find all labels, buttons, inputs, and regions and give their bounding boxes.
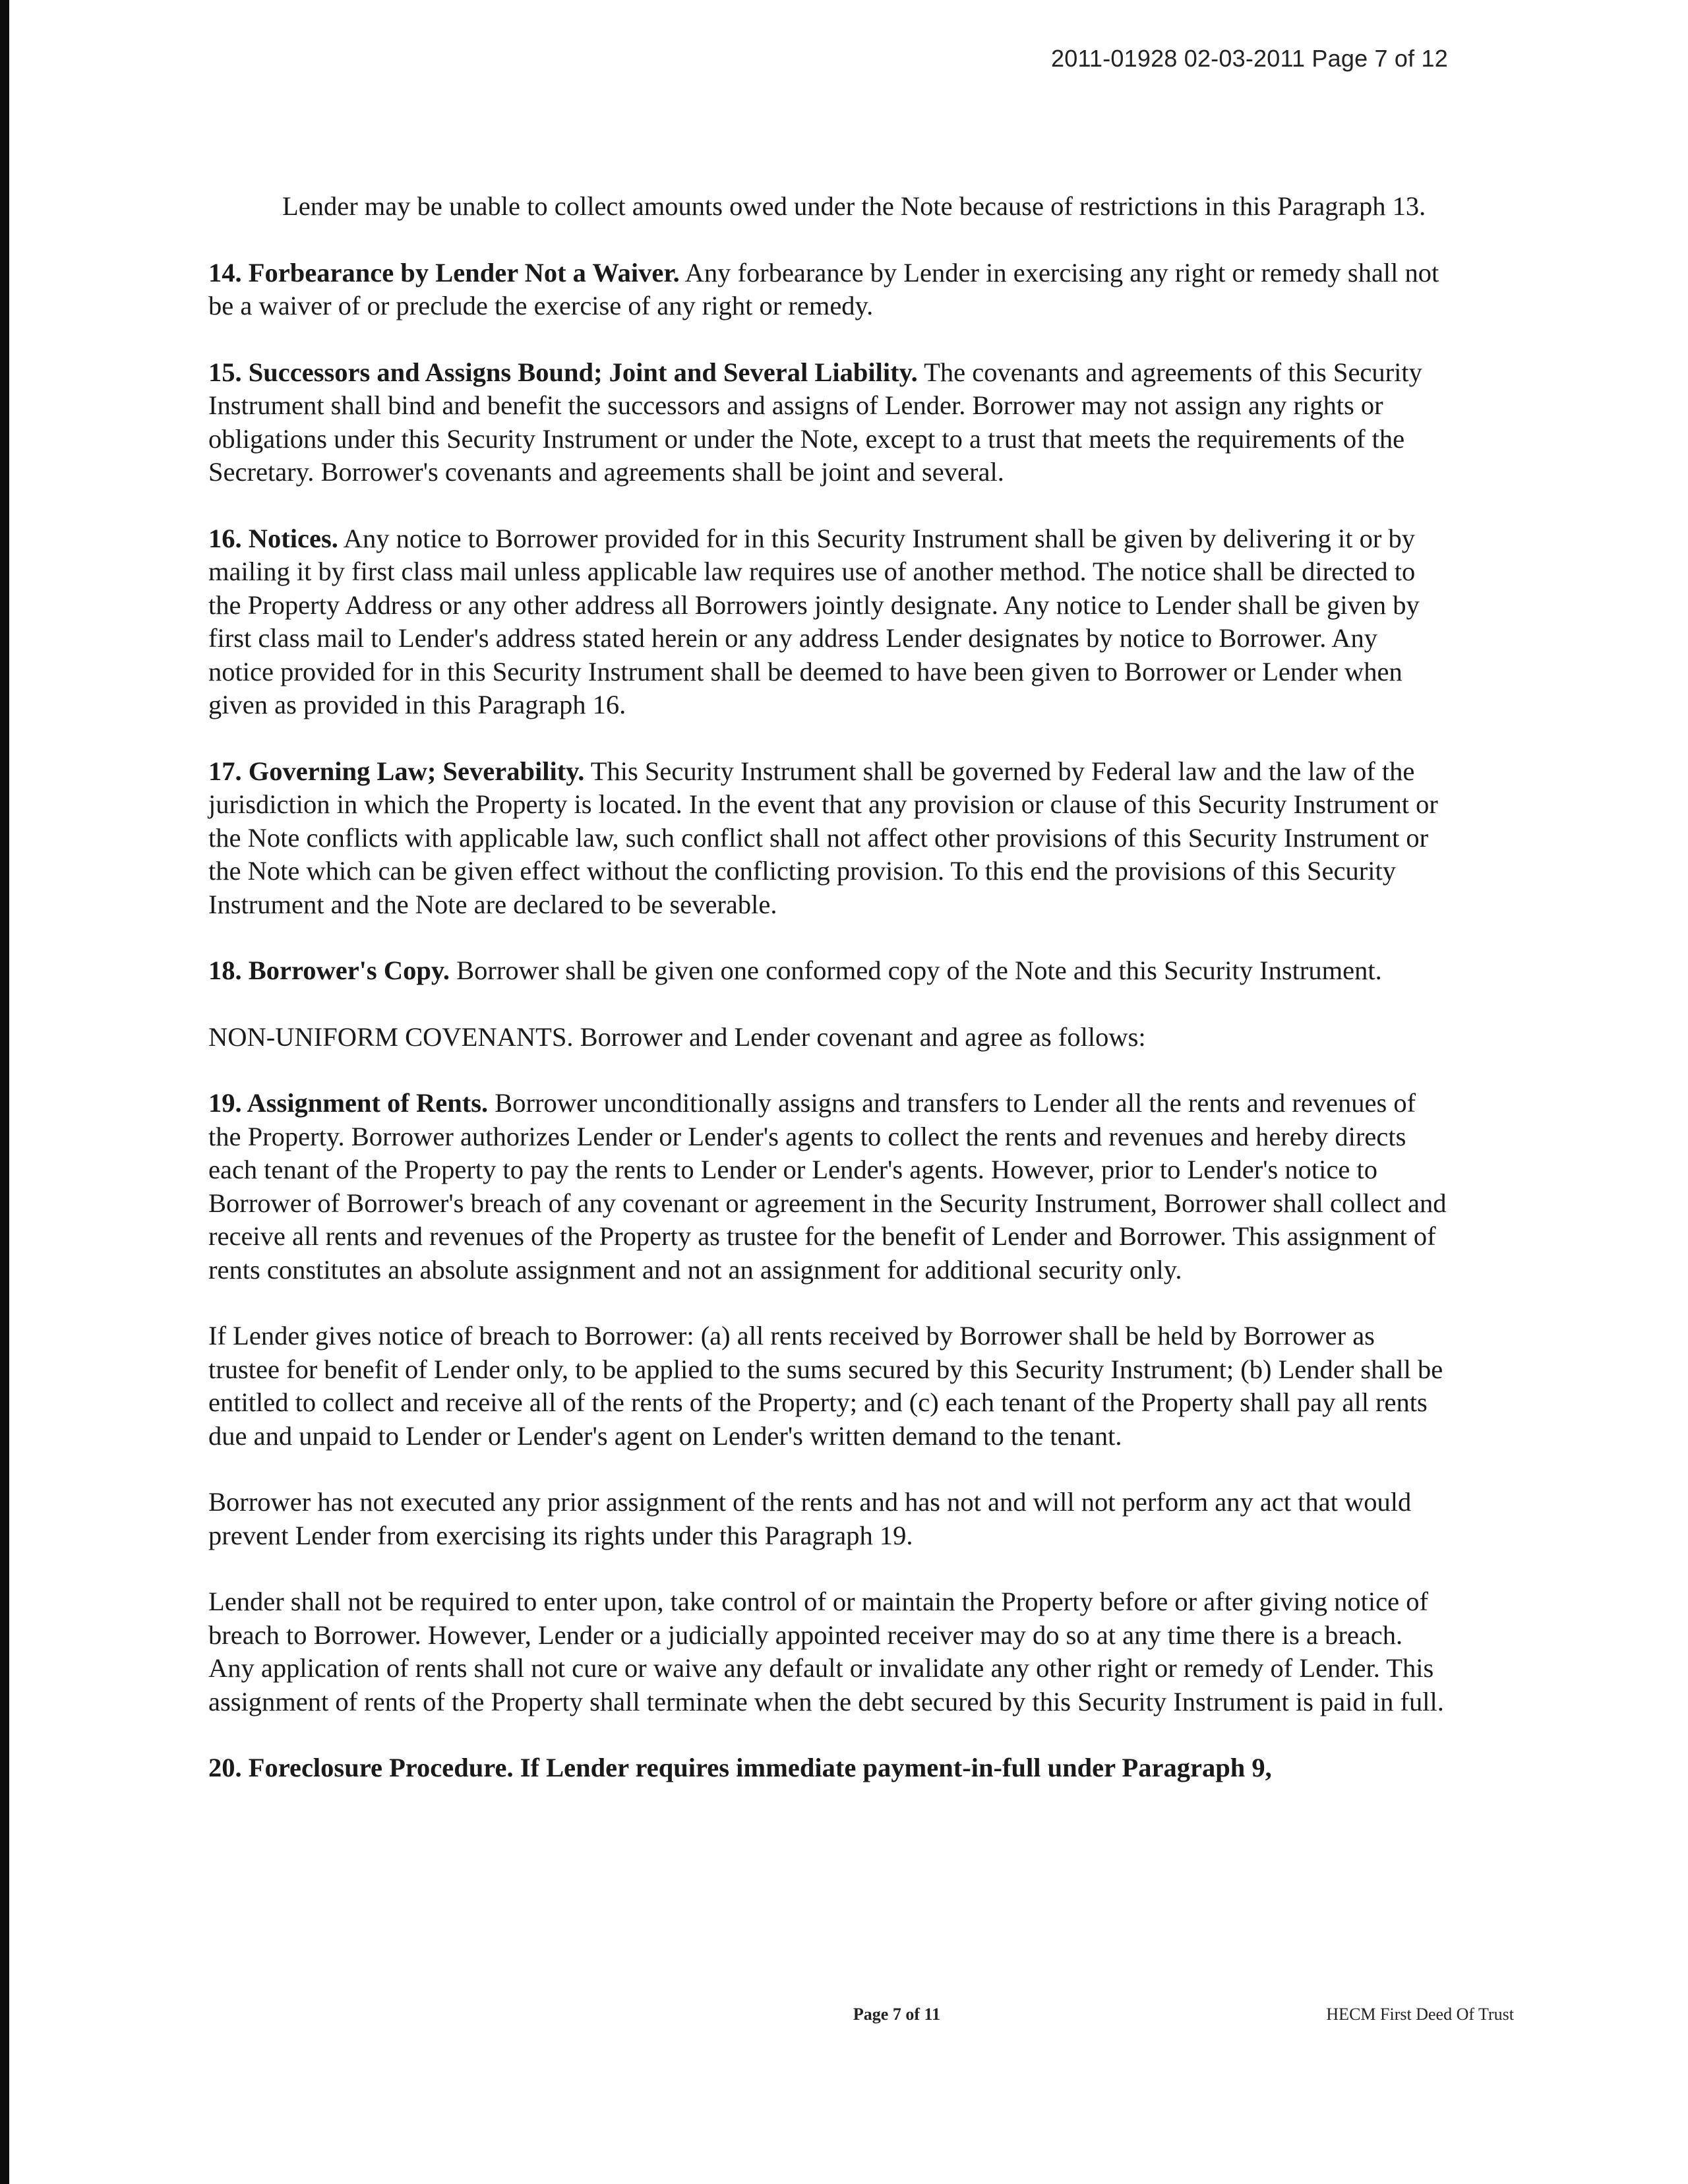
breach-notice-paragraph: If Lender gives notice of breach to Borrower: (a) all rents received by Borrower shall be held by Borrower as trustee for benefit of Lender only, to be applied to the sums secured by this Security Instrument; (b) Lender shall be entitled to collect and receive all of the rents of the Property; and (c) each tenant of the Property shall pay all rents due and unpaid to Lender or Lender's agent on Lender's written demand to the tenant. [208, 1321, 1443, 1451]
section-text: Borrower shall be given one conformed copy of the Note and this Security Instrument. [449, 956, 1382, 985]
section-20-heading: 20. Foreclosure Procedure. If Lender requires immediate payment-in-full under Paragraph 9, [208, 1753, 1272, 1782]
non-uniform-covenants-intro: NON-UNIFORM COVENANTS. Borrower and Lender covenant and agree as follows: [208, 1021, 1146, 1052]
section-heading: 14. Forbearance by Lender Not a Waiver. [208, 257, 680, 288]
section-heading: 19. Assignment of Rents. [208, 1088, 489, 1118]
section-heading: 16. Notices. [208, 523, 338, 553]
section-text: The covenants and agreements of this Security Instrument shall bind and benefit the successors and assigns of Lender. Borrower may not assign any rights or obligations under this Security Instrument or under the Note, except to a trust that meets the requirements of the Secretary. Borrower's covenants and agreements shall be joint and several. [208, 357, 1422, 487]
section-14 [208, 257, 1448, 323]
recording-stamp: 2011-01928 02-03-2011 Page 7 of 12 [1051, 45, 1448, 72]
section-heading: 15. Successors and Assigns Bound; Joint and Several Liability. [208, 357, 918, 387]
section-19 [208, 1087, 1448, 1287]
section-15 [208, 356, 1448, 489]
section-16 [208, 522, 1448, 722]
scan-edge [0, 0, 9, 2184]
section-text: Borrower unconditionally assigns and transfers to Lender all the rents and revenues of the Property. Borrower authorizes Lender or Lender's agents to collect the rents and revenues and hereby directs each tenant of the Property to pay the rents to Lender or Lender's agents. However, prior to Lender's notice to Borrower of Borrower's breach of any covenant or agreement in the Security Instrument, Borrower shall collect and receive all rents and revenues of the Property as trustee for the benefit of Lender and Borrower. This assignment of rents constitutes an absolute assignment and not an assignment for additional security only. [208, 1088, 1447, 1285]
footer-page-number: Page 7 of 11 [853, 2005, 941, 2024]
property-control-paragraph: Lender shall not be required to enter upon, take control of or maintain the Property before or after giving notice of breach to Borrower. However, Lender or a judicially appointed receiver may do so at any time there is a breach. Any application of rents shall not cure or waive any default or invalidate any other right or remedy of Lender. This assignment of rents of the Property shall terminate when the debt secured by this Security Instrument is paid in full. [208, 1587, 1444, 1716]
prior-assignment-paragraph: Borrower has not executed any prior assignment of the rents and has not and will not perform any act that would prevent Lender from exercising its rights under this Paragraph 19. [208, 1487, 1412, 1550]
footer-document-title: HECM First Deed Of Trust [1326, 2005, 1514, 2024]
document-body [208, 190, 1448, 1785]
section-heading: 17. Governing Law; Severability. [208, 756, 585, 786]
section-text: Any forbearance by Lender in exercising any right or remedy shall not be a waiver of or preclude the exercise of any right or remedy. [208, 257, 1439, 320]
continuation-paragraph: Lender may be unable to collect amounts owed under the Note because of restrictions in this Paragraph 13. [282, 191, 1426, 221]
section-text: Any notice to Borrower provided for in this Security Instrument shall be given by delivering it or by mailing it by first class mail unless applicable law requires use of another method. The notice shall be directed to the Property Address or any other address all Borrowers jointly designate. Any notice to Lender shall be given by first class mail to Lender's address stated herein or any address Lender designates by notice to Borrower. Any notice provided for in this Security Instrument shall be deemed to have been given to Borrower or Lender when given as provided in this Paragraph 16. [208, 523, 1420, 719]
section-text: This Security Instrument shall be governed by Federal law and the law of the jurisdiction in which the Property is located. In the event that any provision or clause of this Security Instrument or the Note conflicts with applicable law, such conflict shall not affect other provisions of this Security Instrument or the Note which can be given effect without the conflicting provision. To this end the provisions of this Security Instrument and the Note are declared to be severable. [208, 756, 1438, 919]
section-17 [208, 755, 1448, 922]
section-heading: 18. Borrower's Copy. [208, 956, 450, 985]
section-18 [208, 954, 1448, 988]
